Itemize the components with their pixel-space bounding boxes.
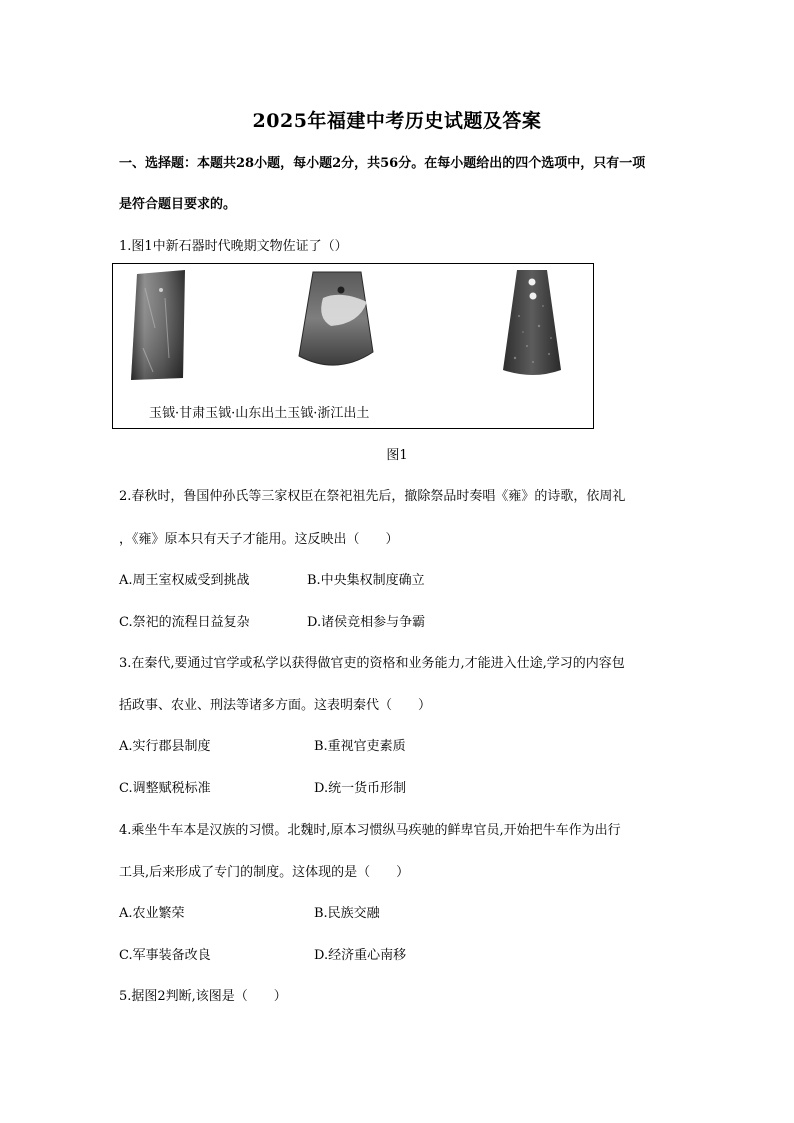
question-2-option-a[interactable]: A.周王室权威受到挑战: [119, 573, 250, 588]
question-3-option-a[interactable]: A.实行郡县制度: [119, 739, 211, 754]
question-4-stem-line2: 工具,后来形成了专门的制度。这体现的是（ ）: [119, 865, 410, 880]
question-3-stem-line2: 括政事、农业、刑法等诸多方面。这表明秦代（ ）: [119, 698, 432, 713]
question-1-stem: 1.图1中新石器时代晚期文物佐证了（）: [119, 239, 348, 254]
question-4-option-b[interactable]: B.民族交融: [314, 906, 380, 921]
question-3-option-b[interactable]: B.重视官吏素质: [314, 739, 406, 754]
figure-1: [112, 263, 594, 429]
jade-axe-zhejiang-image: [499, 266, 567, 380]
figure-1-label: 图1: [386, 448, 408, 463]
question-4-option-c[interactable]: C.军事装备改良: [119, 948, 211, 963]
question-2-option-b[interactable]: B.中央集权制度确立: [307, 573, 425, 588]
question-2-option-d[interactable]: D.诸侯竞相参与争霸: [307, 615, 426, 630]
question-4-stem-line1: 4.乘坐牛车本是汉族的习惯。北魏时,原本习惯纵马疾驰的鲜卑官员,开始把牛车作为出行: [119, 823, 621, 838]
question-3-option-d[interactable]: D.统一货币形制: [314, 781, 407, 796]
question-4-option-a[interactable]: A.农业繁荣: [119, 906, 185, 921]
figure-1-caption: 玉钺·甘肃玉钺·山东出土玉钺·浙江出土: [149, 406, 370, 421]
page-title: 2025年福建中考历史试题及答案: [252, 110, 542, 132]
question-4-option-d[interactable]: D.经济重心南移: [314, 948, 407, 963]
question-5-stem: 5.据图2判断,该图是（ ）: [119, 989, 287, 1004]
question-2-stem-line1: 2.春秋时，鲁国仲孙氏等三家权臣在祭祀祖先后，撤除祭品时奏唱《雍》的诗歌，依周礼: [119, 489, 626, 504]
question-2-stem-line2: ，《雍》原本只有天子才能用。这反映出（ ）: [119, 532, 399, 547]
question-3-option-c[interactable]: C.调整赋税标准: [119, 781, 211, 796]
section-instructions-line1: 一、选择题：本题共28小题，每小题2分，共56分。在每小题给出的四个选项中，只有一项: [119, 156, 646, 171]
question-3-stem-line1: 3.在秦代,要通过官学或私学以获得做官吏的资格和业务能力,才能进入仕途,学习的内容包: [119, 656, 625, 671]
question-2-option-c[interactable]: C.祭祀的流程日益复杂: [119, 615, 250, 630]
jade-axe-gansu-image: [125, 268, 195, 382]
section-instructions-line2: 是符合题目要求的。: [119, 197, 237, 212]
jade-axe-shandong-image: [291, 268, 383, 376]
